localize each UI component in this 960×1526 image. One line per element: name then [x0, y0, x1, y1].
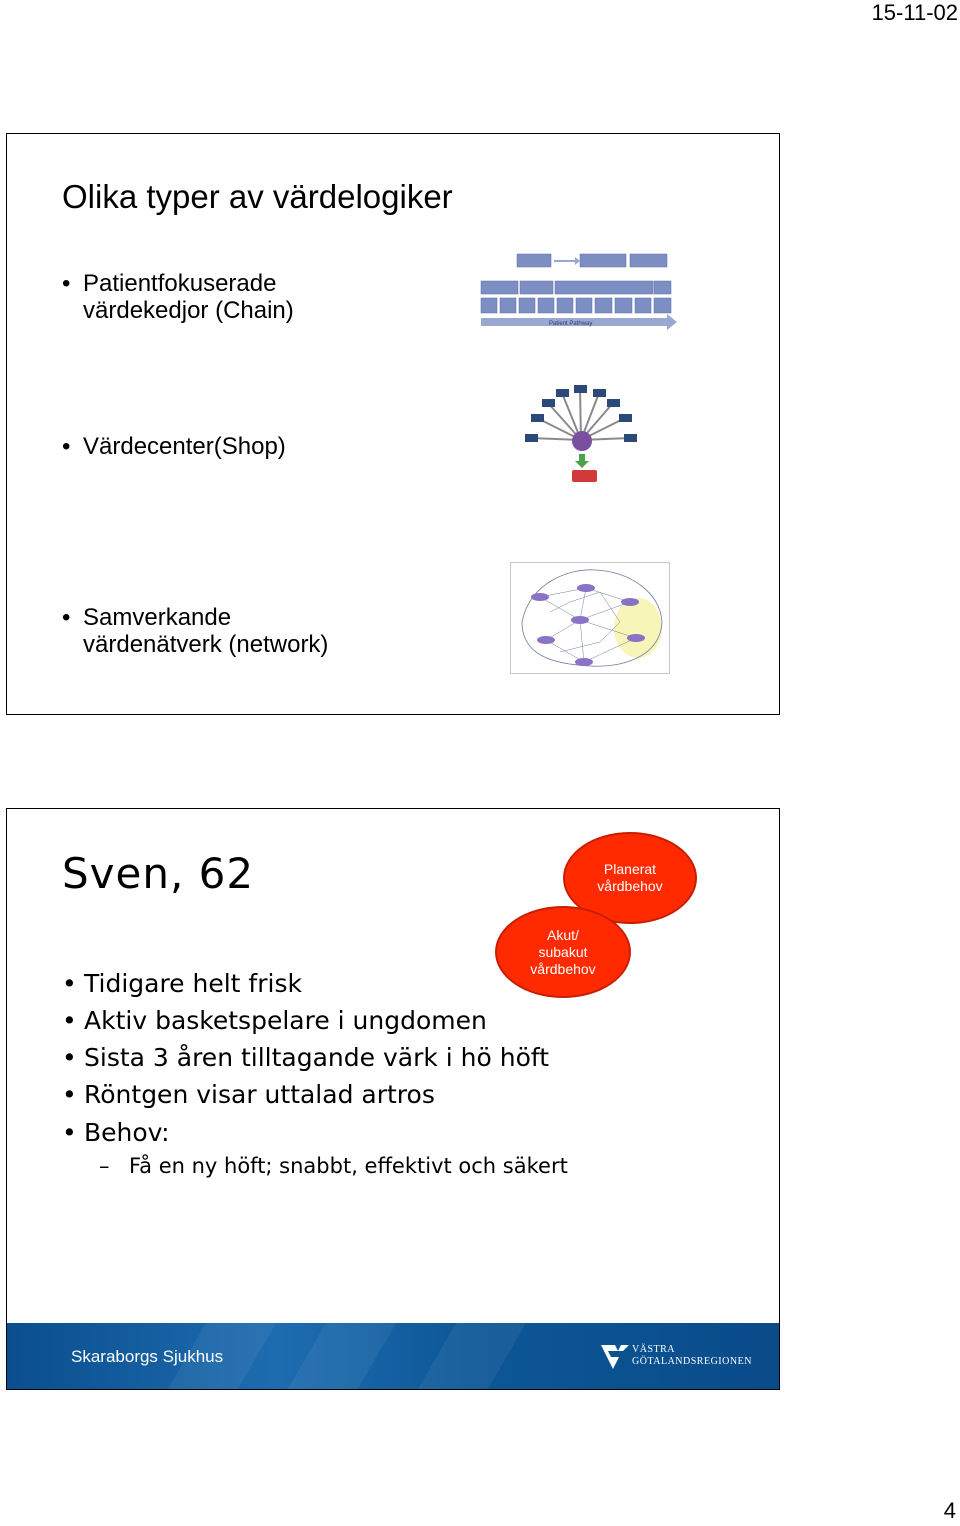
bullet-text: Sista 3 åren tilltagande värk i hö höft: [84, 1043, 550, 1072]
bullet-line: värdenätverk (network): [83, 631, 329, 658]
bubble-label: Akut/ subakut vårdbehov: [530, 926, 596, 977]
bullet-item: • Röntgen visar uttalad artros: [62, 1080, 435, 1109]
region-logo-icon: [599, 1341, 631, 1371]
bullet-item: • Aktiv basketspelare i ungdomen: [62, 1006, 487, 1035]
hospital-name: Skaraborgs Sjukhus: [71, 1347, 224, 1366]
bullet-line: Samverkande: [83, 604, 232, 631]
bullet-dot: •: [62, 270, 71, 297]
bubble-label: Planerat vårdbehov: [597, 861, 663, 894]
bullet-text: Tidigare helt frisk: [84, 969, 302, 998]
bullet-network: [62, 604, 328, 658]
slide-value-logics: [6, 133, 780, 715]
slide-title: Olika typer av värdelogiker: [62, 178, 453, 215]
bullet-text: Behov:: [84, 1118, 170, 1147]
slide-patient-case: [6, 808, 780, 1390]
bullet-dot: •: [62, 604, 71, 631]
logo-line-2: GÖTALANDSREGIONEN: [632, 1356, 752, 1367]
bullet-dot: •: [62, 433, 71, 460]
slide-title: Sven, 62: [62, 849, 255, 898]
bullet-line: Patientfokuserade: [83, 270, 277, 297]
bullet-item: • Sista 3 åren tilltagande värk i hö höft: [62, 1043, 550, 1072]
region-logo: [599, 1339, 752, 1373]
sub-bullet-text: Få en ny höft; snabbt, effektivt och säkert: [129, 1154, 568, 1178]
page-number: 4: [943, 1498, 956, 1523]
bullet-chain: [62, 270, 294, 324]
header-date: 15-11-02: [871, 0, 958, 25]
bullet-line: Värdecenter(Shop): [83, 433, 286, 460]
value-chain-figure: [479, 252, 679, 334]
bullet-item: • Tidigare helt frisk: [62, 969, 302, 998]
sub-bullet: – Få en ny höft; snabbt, effektivt och säkert: [99, 1154, 568, 1178]
bubble-acute-care: [495, 906, 631, 998]
bullet-shop: [62, 433, 286, 460]
bullet-text: Aktiv basketspelare i ungdomen: [84, 1006, 487, 1035]
bullet-line: värdekedjor (Chain): [83, 297, 294, 324]
bullet-text: Röntgen visar uttalad artros: [84, 1080, 435, 1109]
value-shop-figure: [523, 382, 639, 486]
slide-footer: [7, 1323, 779, 1389]
logo-line-1: VÄSTRA: [632, 1344, 676, 1355]
bullet-item: • Behov:: [62, 1118, 170, 1147]
value-network-figure: [510, 562, 670, 674]
chain-arrow-label: Patient Pathway: [549, 321, 593, 327]
